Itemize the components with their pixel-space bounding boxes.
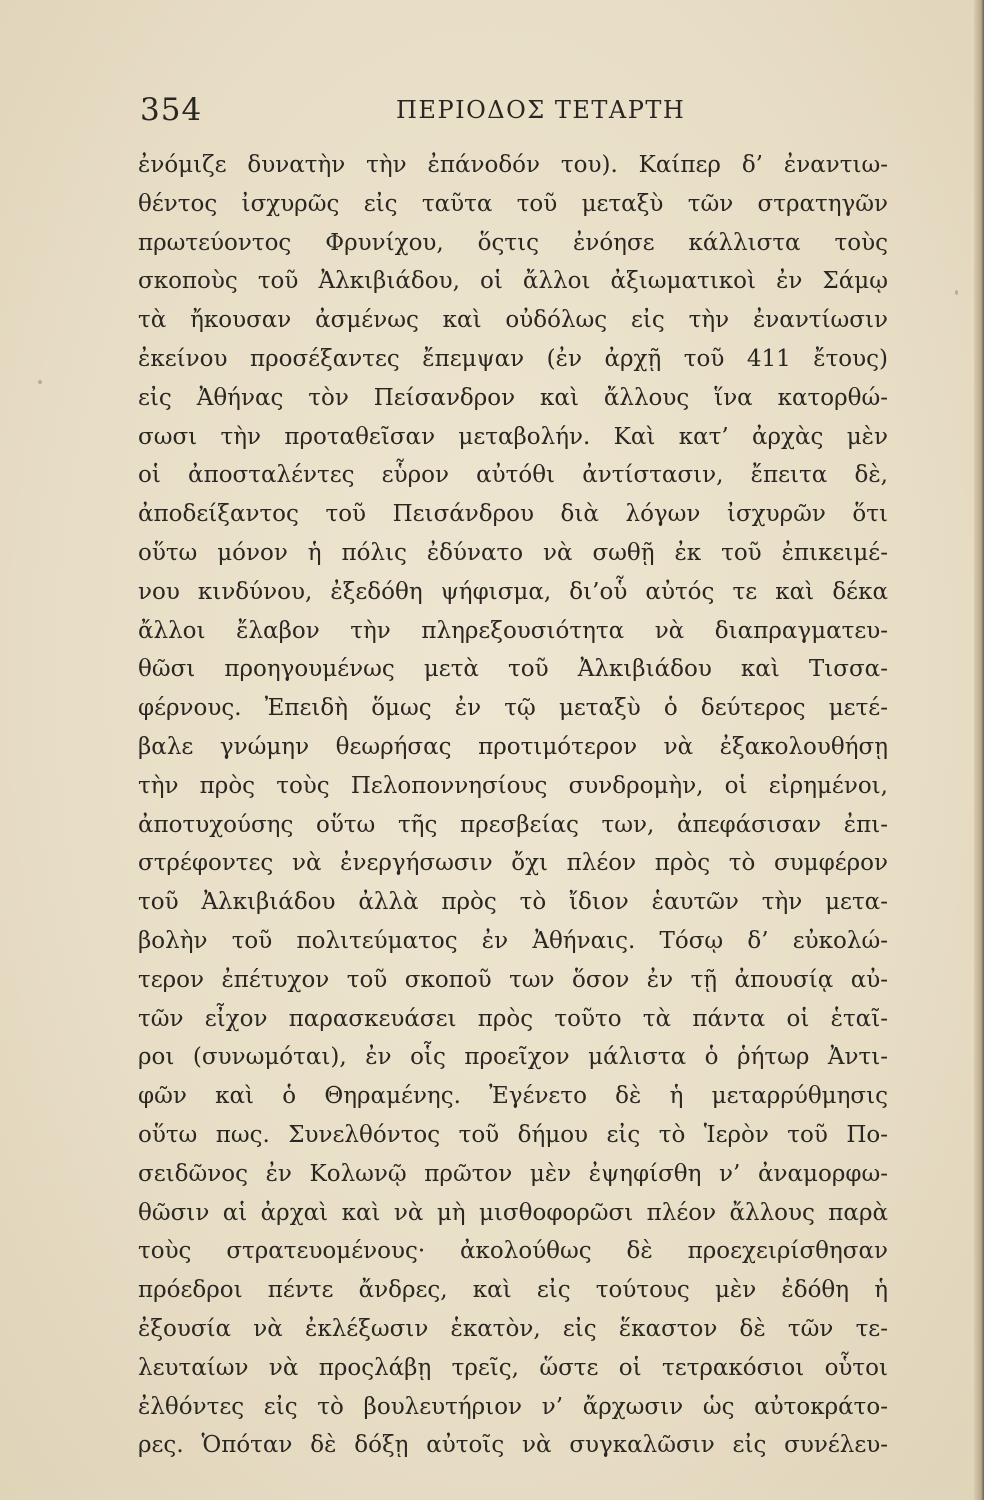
text-line: τὴν πρὸς τοὺς Πελοποννησίους συνδρομὴν, οἱ εἰρημένοι, bbox=[138, 772, 888, 799]
text-line: βολὴν τοῦ πολιτεύματος ἐν Ἀθήναις. Τόσῳ δ’ εὐκολώ- bbox=[138, 927, 888, 954]
text-line: τὰ ἤκουσαν ἀσμένως καὶ οὐδόλως εἰς τὴν ἐναντίωσιν bbox=[138, 307, 888, 334]
text-line: ἐκείνου προσέξαντες ἔπεμψαν (ἐν ἀρχῇ τοῦ 411 ἔτους) bbox=[138, 345, 888, 372]
text-line: θῶσι προηγουμένως μετὰ τοῦ Ἀλκιβιάδου καὶ Τισσα- bbox=[138, 656, 888, 683]
text-line: ἐνόμιζε δυνατὴν τὴν ἐπάνοδόν του). Καίπερ δ’ ἐναντιω- bbox=[138, 152, 888, 178]
text-line: οὕτω πως. Συνελθόντος τοῦ δήμου εἰς τὸ Ἱερὸν τοῦ Πο- bbox=[138, 1121, 888, 1148]
text-line: φῶν καὶ ὁ Θηραμένης. Ἐγένετο δὲ ἡ μεταρρύθμησις bbox=[138, 1083, 888, 1110]
text-line: τοὺς στρατευομένους· ἀκολούθως δὲ προεχειρίσθησαν bbox=[138, 1238, 888, 1265]
text-line: ροι (συνωμόται), ἐν οἷς προεῖχον μάλιστα ὁ ῥήτωρ Ἀντι- bbox=[138, 1044, 888, 1071]
text-line: οἱ ἀποσταλέντες εὗρον αὐτόθι ἀντίστασιν, ἔπειτα δὲ, bbox=[138, 462, 888, 489]
text-line: ἄλλοι ἔλαβον τὴν πληρεξουσιότητα νὰ διαπραγματευ- bbox=[138, 617, 888, 644]
text-line: ἐξουσία νὰ ἐκλέξωσιν ἑκατὸν, εἰς ἕκαστον δὲ τῶν τε- bbox=[138, 1315, 888, 1342]
text-line: στρέφοντες νὰ ἐνεργήσωσιν ὄχι πλέον πρὸς τὸ συμφέρον bbox=[138, 850, 888, 877]
text-line: ἐλθόντες εἰς τὸ βουλευτήριον ν’ ἄρχωσιν ὡς αὐτοκράτο- bbox=[138, 1393, 888, 1420]
text-line: φέρνους. Ἐπειδὴ ὅμως ἐν τῷ μεταξὺ ὁ δεύτερος μετέ- bbox=[138, 695, 888, 722]
page-edge bbox=[974, 0, 984, 1500]
text-line: οὕτω μόνον ἡ πόλις ἐδύνατο νὰ σωθῇ ἐκ τοῦ ἐπικειμέ- bbox=[138, 539, 888, 566]
text-line: βαλε γνώμην θεωρήσας προτιμότερον νὰ ἐξακολουθήσῃ bbox=[138, 733, 888, 760]
paper-speck bbox=[955, 290, 958, 295]
text-line: πρωτεύοντος Φρυνίχου, ὅςτις ἐνόησε κάλλιστα τοὺς bbox=[138, 229, 888, 256]
text-line: σωσι τὴν προταθεῖσαν μεταβολήν. Καὶ κατ’ ἀρχὰς μὲν bbox=[138, 423, 888, 450]
text-line: πρόεδροι πέντε ἄνδρες, καὶ εἰς τούτους μὲν ἐδόθη ἡ bbox=[138, 1277, 888, 1304]
text-line: σειδῶνος ἐν Κολωνῷ πρῶτον μὲν ἐψηφίσθη ν’ ἀναμορφω- bbox=[138, 1160, 888, 1187]
paper-speck bbox=[38, 380, 42, 384]
text-line: ἀποτυχούσης οὕτω τῆς πρεσβείας των, ἀπεφάσισαν ἐπι- bbox=[138, 811, 888, 838]
text-line: θέντος ἰσχυρῶς εἰς ταῦτα τοῦ μεταξὺ τῶν στρατηγῶν bbox=[138, 190, 888, 217]
text-line: εἰς Ἀθήνας τὸν Πείσανδρον καὶ ἄλλους ἵνα κατορθώ- bbox=[138, 384, 888, 411]
text-line: τοῦ Ἀλκιβιάδου ἀλλὰ πρὸς τὸ ἴδιον ἑαυτῶν τὴν μετα- bbox=[138, 889, 888, 916]
text-line: ρες. Ὁπόταν δὲ δόξῃ αὐτοῖς νὰ συγκαλῶσιν εἰς συνέλευ- bbox=[138, 1432, 888, 1459]
page-header bbox=[140, 92, 886, 136]
text-line: θῶσιν αἱ ἀρχαὶ καὶ νὰ μὴ μισθοφορῶσι πλέον ἄλλους παρὰ bbox=[138, 1199, 888, 1226]
page-number: 354 bbox=[140, 92, 203, 128]
text-line: τερον ἐπέτυχον τοῦ σκοποῦ των ὅσον ἐν τῇ ἀπουσίᾳ αὐ- bbox=[138, 966, 888, 993]
running-head: ΠΕΡΙΟΔΟΣ ΤΕΤΑΡΤΗ bbox=[396, 96, 686, 124]
text-line: τῶν εἶχον παρασκευάσει πρὸς τοῦτο τὰ πάντα οἱ ἑταῖ- bbox=[138, 1005, 888, 1032]
body-text bbox=[138, 146, 888, 1465]
text-line: νου κινδύνου, ἐξεδόθη ψήφισμα, δι’οὗ αὐτός τε καὶ δέκα bbox=[138, 578, 888, 605]
text-line: σκοποὺς τοῦ Ἀλκιβιάδου, οἱ ἄλλοι ἀξιωματικοὶ ἐν Σάμῳ bbox=[138, 268, 888, 295]
text-line: ἀποδείξαντος τοῦ Πεισάνδρου διὰ λόγων ἰσχυρῶν ὅτι bbox=[138, 501, 888, 528]
text-line: λευταίων νὰ προςλάβῃ τρεῖς, ὥστε οἱ τετρακόσιοι οὗτοι bbox=[138, 1354, 888, 1381]
